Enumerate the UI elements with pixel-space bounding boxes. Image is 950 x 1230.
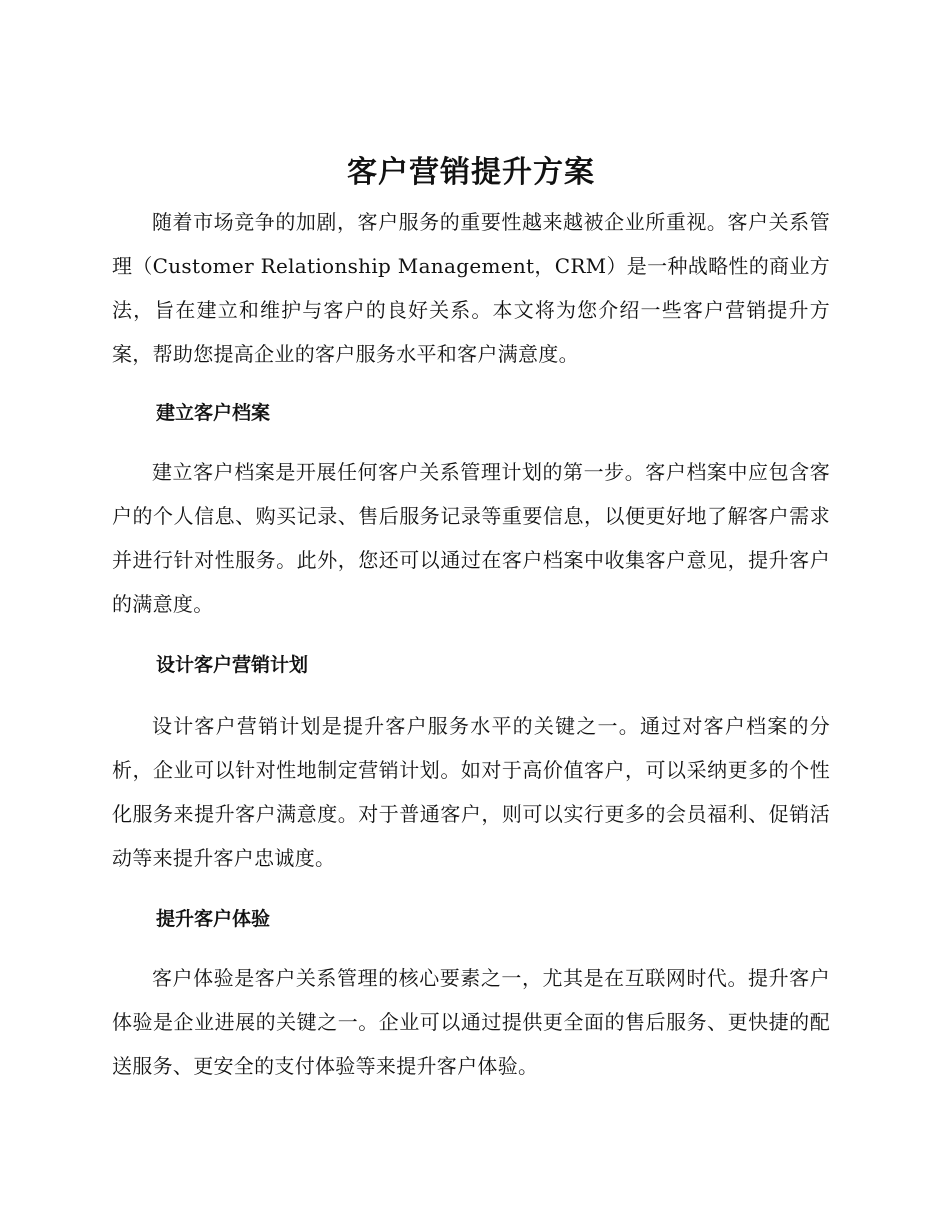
document-title: 客户营销提升方案 bbox=[347, 155, 595, 190]
section-body-marketing-plan: 设计客户营销计划是提升客户服务水平的关键之一。通过对客户档案的分析，企业可以针对性地制定营销计划。如对于高价值客户，可以采纳更多的个性化服务来提升客户满意度。对于普通客户，则可以实行更多的会员福利、促销活动等来提升客户忠诚度。 bbox=[112, 714, 830, 870]
section-heading-customer-profile: 建立客户档案 bbox=[156, 402, 271, 424]
section-body-customer-profile: 建立客户档案是开展任何客户关系管理计划的第一步。客户档案中应包含客户的个人信息、购买记录、售后服务记录等重要信息，以便更好地了解客户需求并进行针对性服务。此外，您还可以通过在客户档案中收集客户意见，提升客户的满意度。 bbox=[112, 460, 830, 616]
section-heading-customer-experience: 提升客户体验 bbox=[156, 908, 271, 930]
section-body-customer-experience: 客户体验是客户关系管理的核心要素之一，尤其是在互联网时代。提升客户体验是企业进展的关键之一。企业可以通过提供更全面的售后服务、更快捷的配送服务、更安全的支付体验等来提升客户体验。 bbox=[112, 966, 830, 1078]
document-page bbox=[112, 150, 830, 1088]
intro-paragraph: 随着市场竞争的加剧，客户服务的重要性越来越被企业所重视。客户关系管理（Customer Relationship Management，CRM）是一种战略性的商业方法，旨在建立和维护与客户的良好关系。本文将为您介绍一些客户营销提升方案，帮助您提高企业的客户服务水平和客户满意度。 bbox=[112, 210, 830, 366]
section-heading-marketing-plan: 设计客户营销计划 bbox=[156, 654, 309, 676]
